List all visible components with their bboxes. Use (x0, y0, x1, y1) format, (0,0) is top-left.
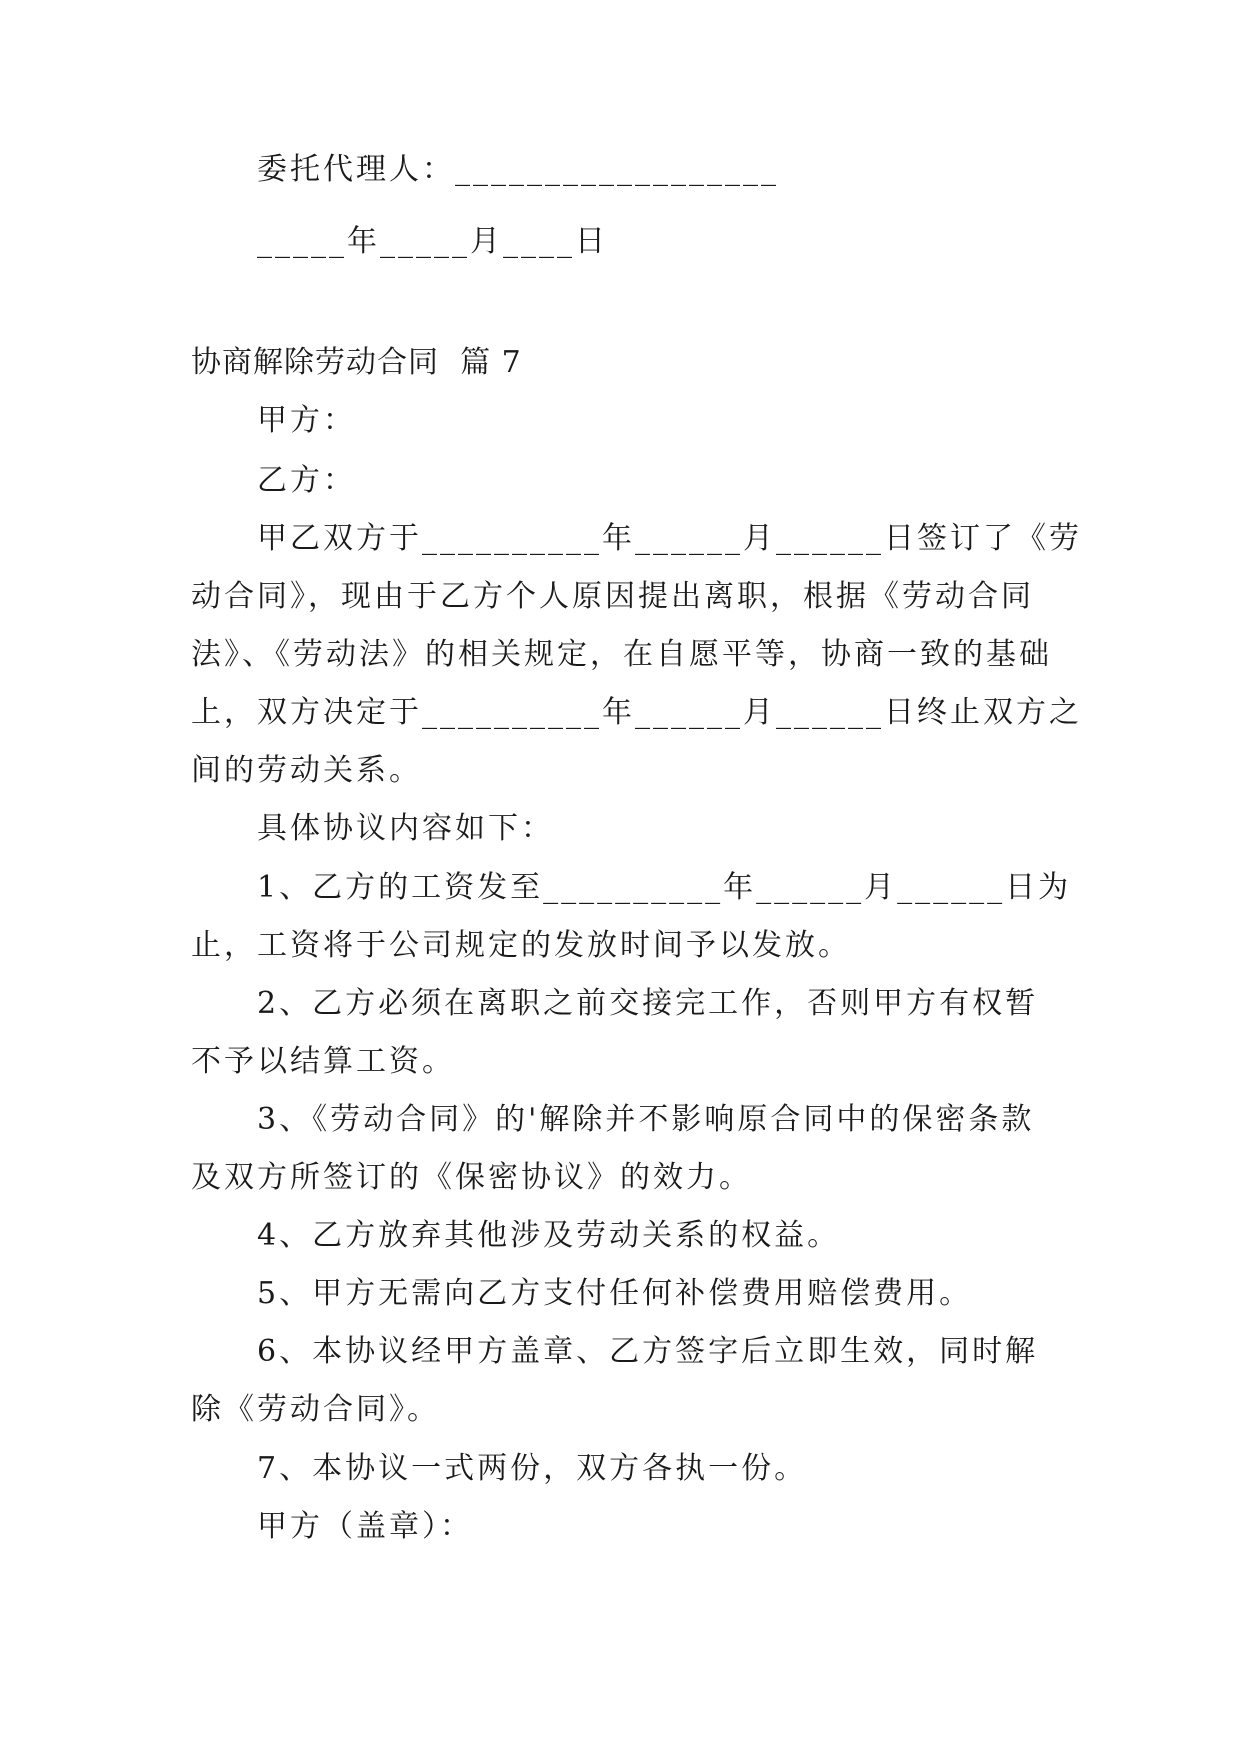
agent-signature-line: 委托代理人：__________________ (257, 152, 779, 187)
intro-line: 上，双方决定于__________年______月______日终止双方之 (191, 695, 1082, 730)
clause-6: 6、本协议经甲方盖章、乙方签字后立即生效，同时解 (257, 1334, 1039, 1369)
intro-line: 动合同》，现由于乙方个人原因提出离职，根据《劳动合同 (191, 579, 1034, 614)
intro-line: 间的劳动关系。 (191, 753, 422, 788)
party-b-label: 乙方： (257, 463, 356, 498)
intro-line: 法》、《劳动法》的相关规定，在自愿平等，协商一致的基础 (191, 637, 1052, 672)
clause-7: 7、本协议一式两份，双方各执一份。 (257, 1451, 808, 1486)
party-a-label: 甲方： (257, 403, 356, 438)
clause-4: 4、乙方放弃其他涉及劳动关系的权益。 (257, 1218, 841, 1253)
clause-1-continued: 止，工资将于公司规定的发放时间予以发放。 (191, 928, 851, 963)
clause-1: 1、乙方的工资发至__________年______月______日为 (257, 870, 1072, 905)
clause-2-continued: 不予以结算工资。 (191, 1044, 455, 1079)
section-title: 协商解除劳动合同 篇 7 (191, 345, 522, 380)
clause-3: 3、《劳动合同》的'解除并不影响原合同中的保密条款 (257, 1102, 1035, 1137)
clause-2: 2、乙方必须在离职之前交接完工作，否则甲方有权暂 (257, 986, 1039, 1021)
intro-line: 甲乙双方于__________年______月______日签订了《劳 (257, 521, 1082, 556)
date-line: _____年_____月____日 (257, 224, 608, 259)
clause-6-continued: 除《劳动合同》。 (191, 1392, 440, 1427)
clause-5: 5、甲方无需向乙方支付任何补偿费用赔偿费用。 (257, 1276, 973, 1311)
clause-3-continued: 及双方所签订的《保密协议》的效力。 (191, 1160, 752, 1195)
party-a-seal-line: 甲方（盖章）： (257, 1509, 473, 1544)
agreement-intro: 具体协议内容如下： (257, 811, 554, 846)
